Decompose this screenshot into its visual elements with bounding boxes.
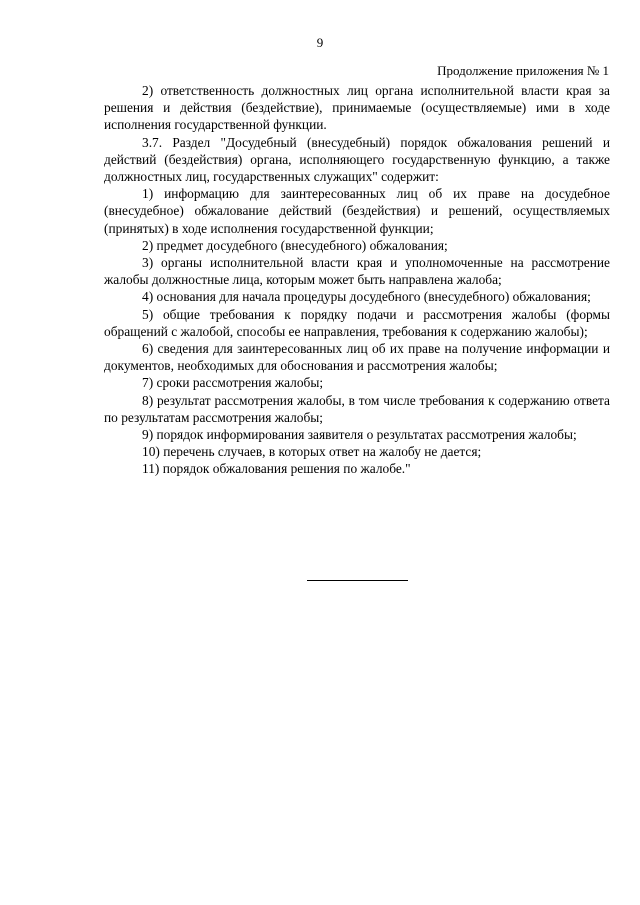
appendix-continuation-note: Продолжение приложения № 1 xyxy=(437,63,609,78)
paragraph: 2) ответственность должностных лиц органа исполнительной власти края за решения и действия (бездействие), принимаемые (осуществляемые) ими в ходе исполнения государственной функции. xyxy=(104,83,610,133)
list-item: 4) основания для начала процедуры досудебного (внесудебного) обжалования; xyxy=(142,289,591,305)
list-item: 7) сроки рассмотрения жалобы; xyxy=(142,375,324,391)
list-item: 10) перечень случаев, в которых ответ на жалобу не дается; xyxy=(142,444,482,460)
paragraph: 3.7. Раздел "Досудебный (внесудебный) порядок обжалования решений и действий (бездействия) органа, исполняющего государственную функцию, а также должностных лиц, государственных служащих" содержит: xyxy=(104,134,610,185)
list-item: 1) информацию для заинтересованных лиц об их праве на досудебное (внесудебное) обжалование действий (бездействия) и решений, осуществляемых (принятых) в ходе исполнения государственной функции; xyxy=(104,186,610,236)
end-divider-line xyxy=(307,580,408,581)
list-item: 9) порядок информирования заявителя о результатах рассмотрения жалобы; xyxy=(142,427,577,443)
list-item: 8) результат рассмотрения жалобы, в том числе требования к содержанию ответа по результатам рассмотрения жалобы; xyxy=(104,392,610,425)
list-item: 3) органы исполнительной власти края и уполномоченные на рассмотрение жалобы должностные лица, которым может быть направлена жалоба; xyxy=(104,255,610,288)
list-item: 5) общие требования к порядку подачи и рассмотрения жалобы (формы обращений с жалобой, способы ее направления, требования к содержанию жалобы); xyxy=(104,306,610,339)
body-text xyxy=(104,82,610,478)
list-item: 6) сведения для заинтересованных лиц об их праве на получение информации и документов, необходимых для обоснования и рассмотрения жалобы; xyxy=(104,341,610,374)
list-item: 11) порядок обжалования решения по жалобе." xyxy=(142,461,411,477)
page-number: 9 xyxy=(316,35,324,50)
list-item: 2) предмет досудебного (внесудебного) обжалования; xyxy=(142,237,448,253)
